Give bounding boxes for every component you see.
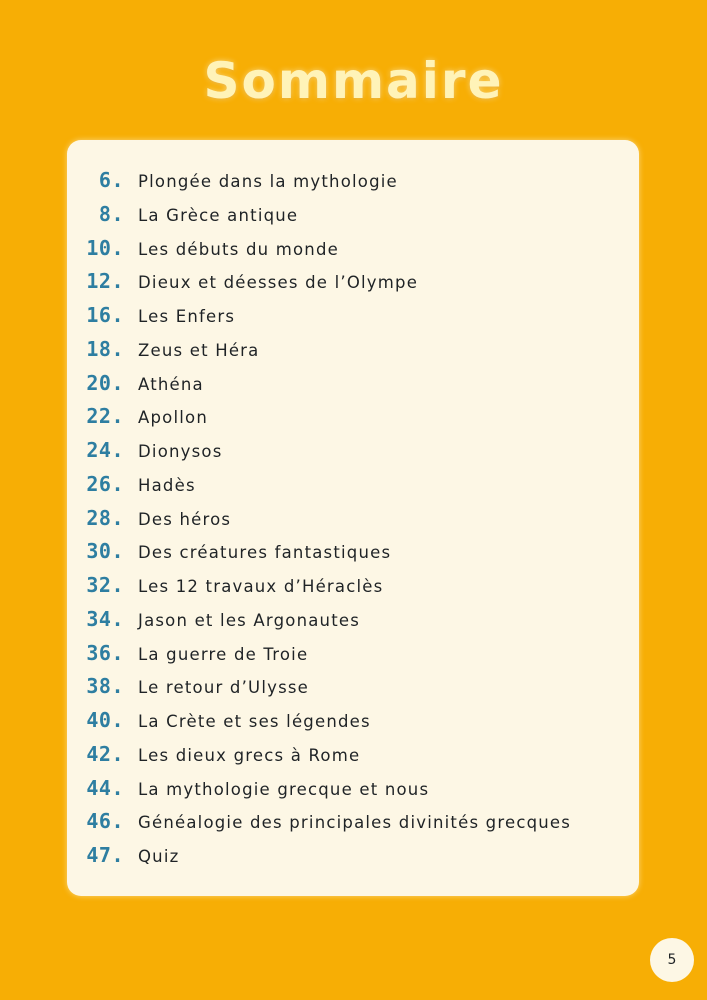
toc-entry[interactable] — [67, 641, 639, 675]
toc-entry[interactable] — [67, 168, 639, 202]
toc-page-number: 28. — [86, 505, 124, 530]
toc-entry[interactable] — [67, 607, 639, 641]
toc-entry-title: La mythologie grecque et nous — [138, 779, 430, 799]
toc-page-number: 46. — [86, 809, 124, 834]
table-of-contents — [67, 168, 639, 877]
toc-entry-title: La guerre de Troie — [138, 644, 309, 664]
toc-entry-title: Jason et les Argonautes — [138, 610, 361, 630]
toc-entry-title: Plongée dans la mythologie — [138, 172, 398, 191]
toc-entry-title: Apollon — [138, 408, 208, 428]
toc-page-number: 44. — [86, 775, 124, 800]
toc-page-number: 40. — [86, 708, 124, 732]
toc-entry-title: Athéna — [138, 374, 204, 394]
toc-page-number: 16. — [86, 303, 124, 327]
toc-entry-title: Zeus et Héra — [138, 340, 260, 360]
toc-entry-title: Le retour d’Ulysse — [138, 678, 310, 698]
toc-entry-title: Les Enfers — [138, 307, 236, 326]
toc-entry-title: La Grèce antique — [138, 205, 299, 225]
toc-entry[interactable] — [67, 303, 639, 337]
toc-entry[interactable] — [67, 776, 639, 810]
table-of-contents-panel — [67, 140, 639, 896]
toc-page-number: 20. — [86, 370, 124, 395]
toc-entry-title: Les débuts du monde — [138, 239, 339, 259]
toc-page-number: 10. — [86, 235, 124, 260]
toc-entry[interactable] — [67, 438, 639, 472]
toc-entry-title: La Crète et ses légendes — [138, 712, 371, 731]
toc-page-number: 42. — [86, 741, 124, 766]
toc-entry[interactable] — [67, 269, 639, 303]
toc-entry[interactable] — [67, 202, 639, 236]
toc-page-number: 12. — [86, 269, 124, 294]
toc-entry-title: Quiz — [138, 847, 180, 866]
page-number-badge: 5 — [650, 938, 694, 982]
toc-entry-title: Généalogie des principales divinités grecques — [138, 813, 572, 833]
toc-entry[interactable] — [67, 573, 639, 607]
toc-page-number: 30. — [86, 539, 124, 564]
toc-page-number: 8. — [98, 201, 124, 226]
toc-entry-title: Les dieux grecs à Rome — [138, 745, 361, 765]
toc-entry-title: Les 12 travaux d’Héraclès — [138, 577, 384, 596]
toc-entry[interactable] — [67, 708, 639, 742]
toc-entry[interactable] — [67, 539, 639, 573]
toc-entry-title: Hadès — [138, 475, 196, 495]
toc-page-number: 47. — [86, 843, 124, 867]
toc-entry[interactable] — [67, 742, 639, 776]
toc-entry[interactable] — [67, 506, 639, 540]
toc-page-number: 18. — [86, 336, 124, 361]
toc-entry-title: Dionysos — [138, 442, 223, 461]
toc-entry[interactable] — [67, 674, 639, 708]
toc-page-number: 38. — [86, 674, 124, 699]
page-title: Sommaire — [203, 52, 504, 110]
toc-entry[interactable] — [67, 843, 639, 877]
toc-page-number: 22. — [86, 404, 124, 429]
toc-entry-title: Des héros — [138, 509, 232, 529]
toc-entry-title: Dieux et déesses de l’Olympe — [138, 273, 419, 293]
toc-entry[interactable] — [67, 337, 639, 371]
toc-page-number: 6. — [98, 168, 124, 192]
toc-entry[interactable] — [67, 404, 639, 438]
toc-page-number: 26. — [86, 471, 124, 496]
toc-entry[interactable] — [67, 236, 639, 270]
toc-page-number: 36. — [86, 640, 124, 665]
toc-page-number: 34. — [86, 606, 124, 631]
toc-page-number: 24. — [86, 438, 124, 462]
toc-entry[interactable] — [67, 809, 639, 843]
toc-entry[interactable] — [67, 371, 639, 405]
toc-entry[interactable] — [67, 472, 639, 506]
toc-page-number: 32. — [86, 573, 124, 597]
toc-entry-title: Des créatures fantastiques — [138, 543, 392, 563]
